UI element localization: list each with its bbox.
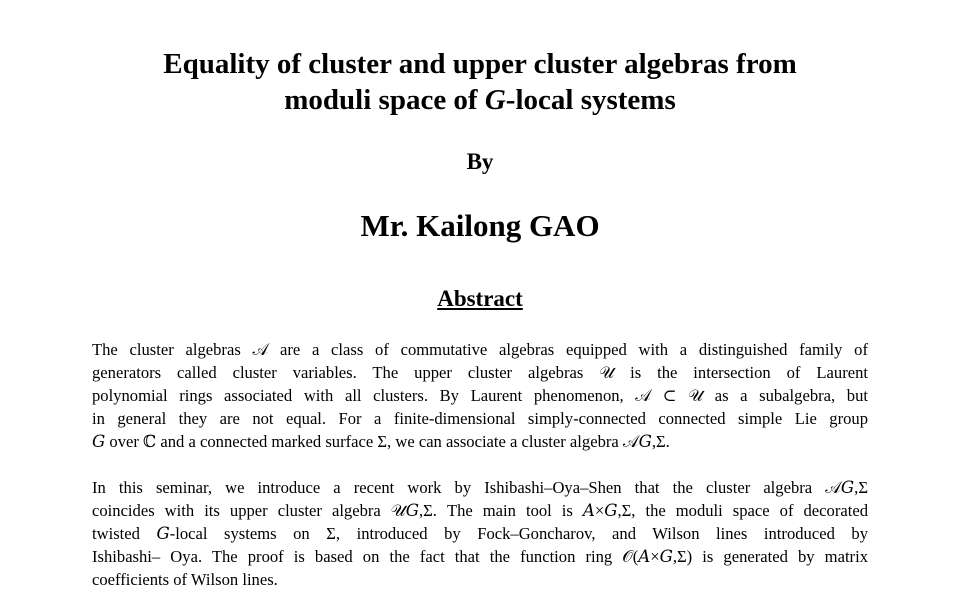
title-line-2 (0, 82, 960, 118)
by-label: By (466, 149, 494, 174)
title-line-1: Equality of cluster and upper cluster algebras from (163, 48, 797, 80)
title-line-2-end: -local systems (505, 84, 676, 116)
abstract-heading: Abstract (437, 286, 523, 311)
title-group-symbol: G (484, 84, 506, 116)
title-line-2-start: moduli space of (284, 84, 485, 116)
paragraph-2-line: Ishibashi– Oya. The proof is based on the fact that the function ring 𝒪(𝐴×𝐺,Σ) is generated by matrix (92, 547, 868, 566)
abstract-paragraph-2 (92, 476, 868, 591)
paragraph-1-line: in general they are not equal. For a finite-dimensional simply-connected connected simple Lie group (92, 409, 868, 428)
paragraph-2-line: twisted 𝐺-local systems on Σ, introduced by Fock–Goncharov, and Wilson lines introduced by (92, 524, 868, 543)
paragraph-1-line: generators called cluster variables. The upper cluster algebras 𝒰 is the intersection of Laurent (92, 363, 868, 382)
paragraph-1-line: 𝐺 over ℂ and a connected marked surface Σ, we can associate a cluster algebra 𝒜𝐺,Σ. (92, 432, 670, 451)
paragraph-1-line: polynomial rings associated with all clusters. By Laurent phenomenon, 𝒜 ⊂ 𝒰 as a subalgebra, but (92, 386, 868, 405)
paragraph-2-line: In this seminar, we introduce a recent work by Ishibashi–Oya–Shen that the cluster algebra 𝒜𝐺,Σ (92, 478, 868, 497)
paragraph-2-line: coincides with its upper cluster algebra 𝒰𝐺,Σ. The main tool is 𝐴×𝐺,Σ, the moduli space of decorated (92, 501, 868, 520)
document-title (0, 46, 960, 118)
paragraph-2-line: coefficients of Wilson lines. (92, 570, 278, 589)
paragraph-1-line: The cluster algebras 𝒜 are a class of commutative algebras equipped with a distinguished family of (92, 340, 868, 359)
abstract-paragraph-1 (92, 338, 868, 453)
author-name: Mr. Kailong GAO (360, 208, 600, 243)
